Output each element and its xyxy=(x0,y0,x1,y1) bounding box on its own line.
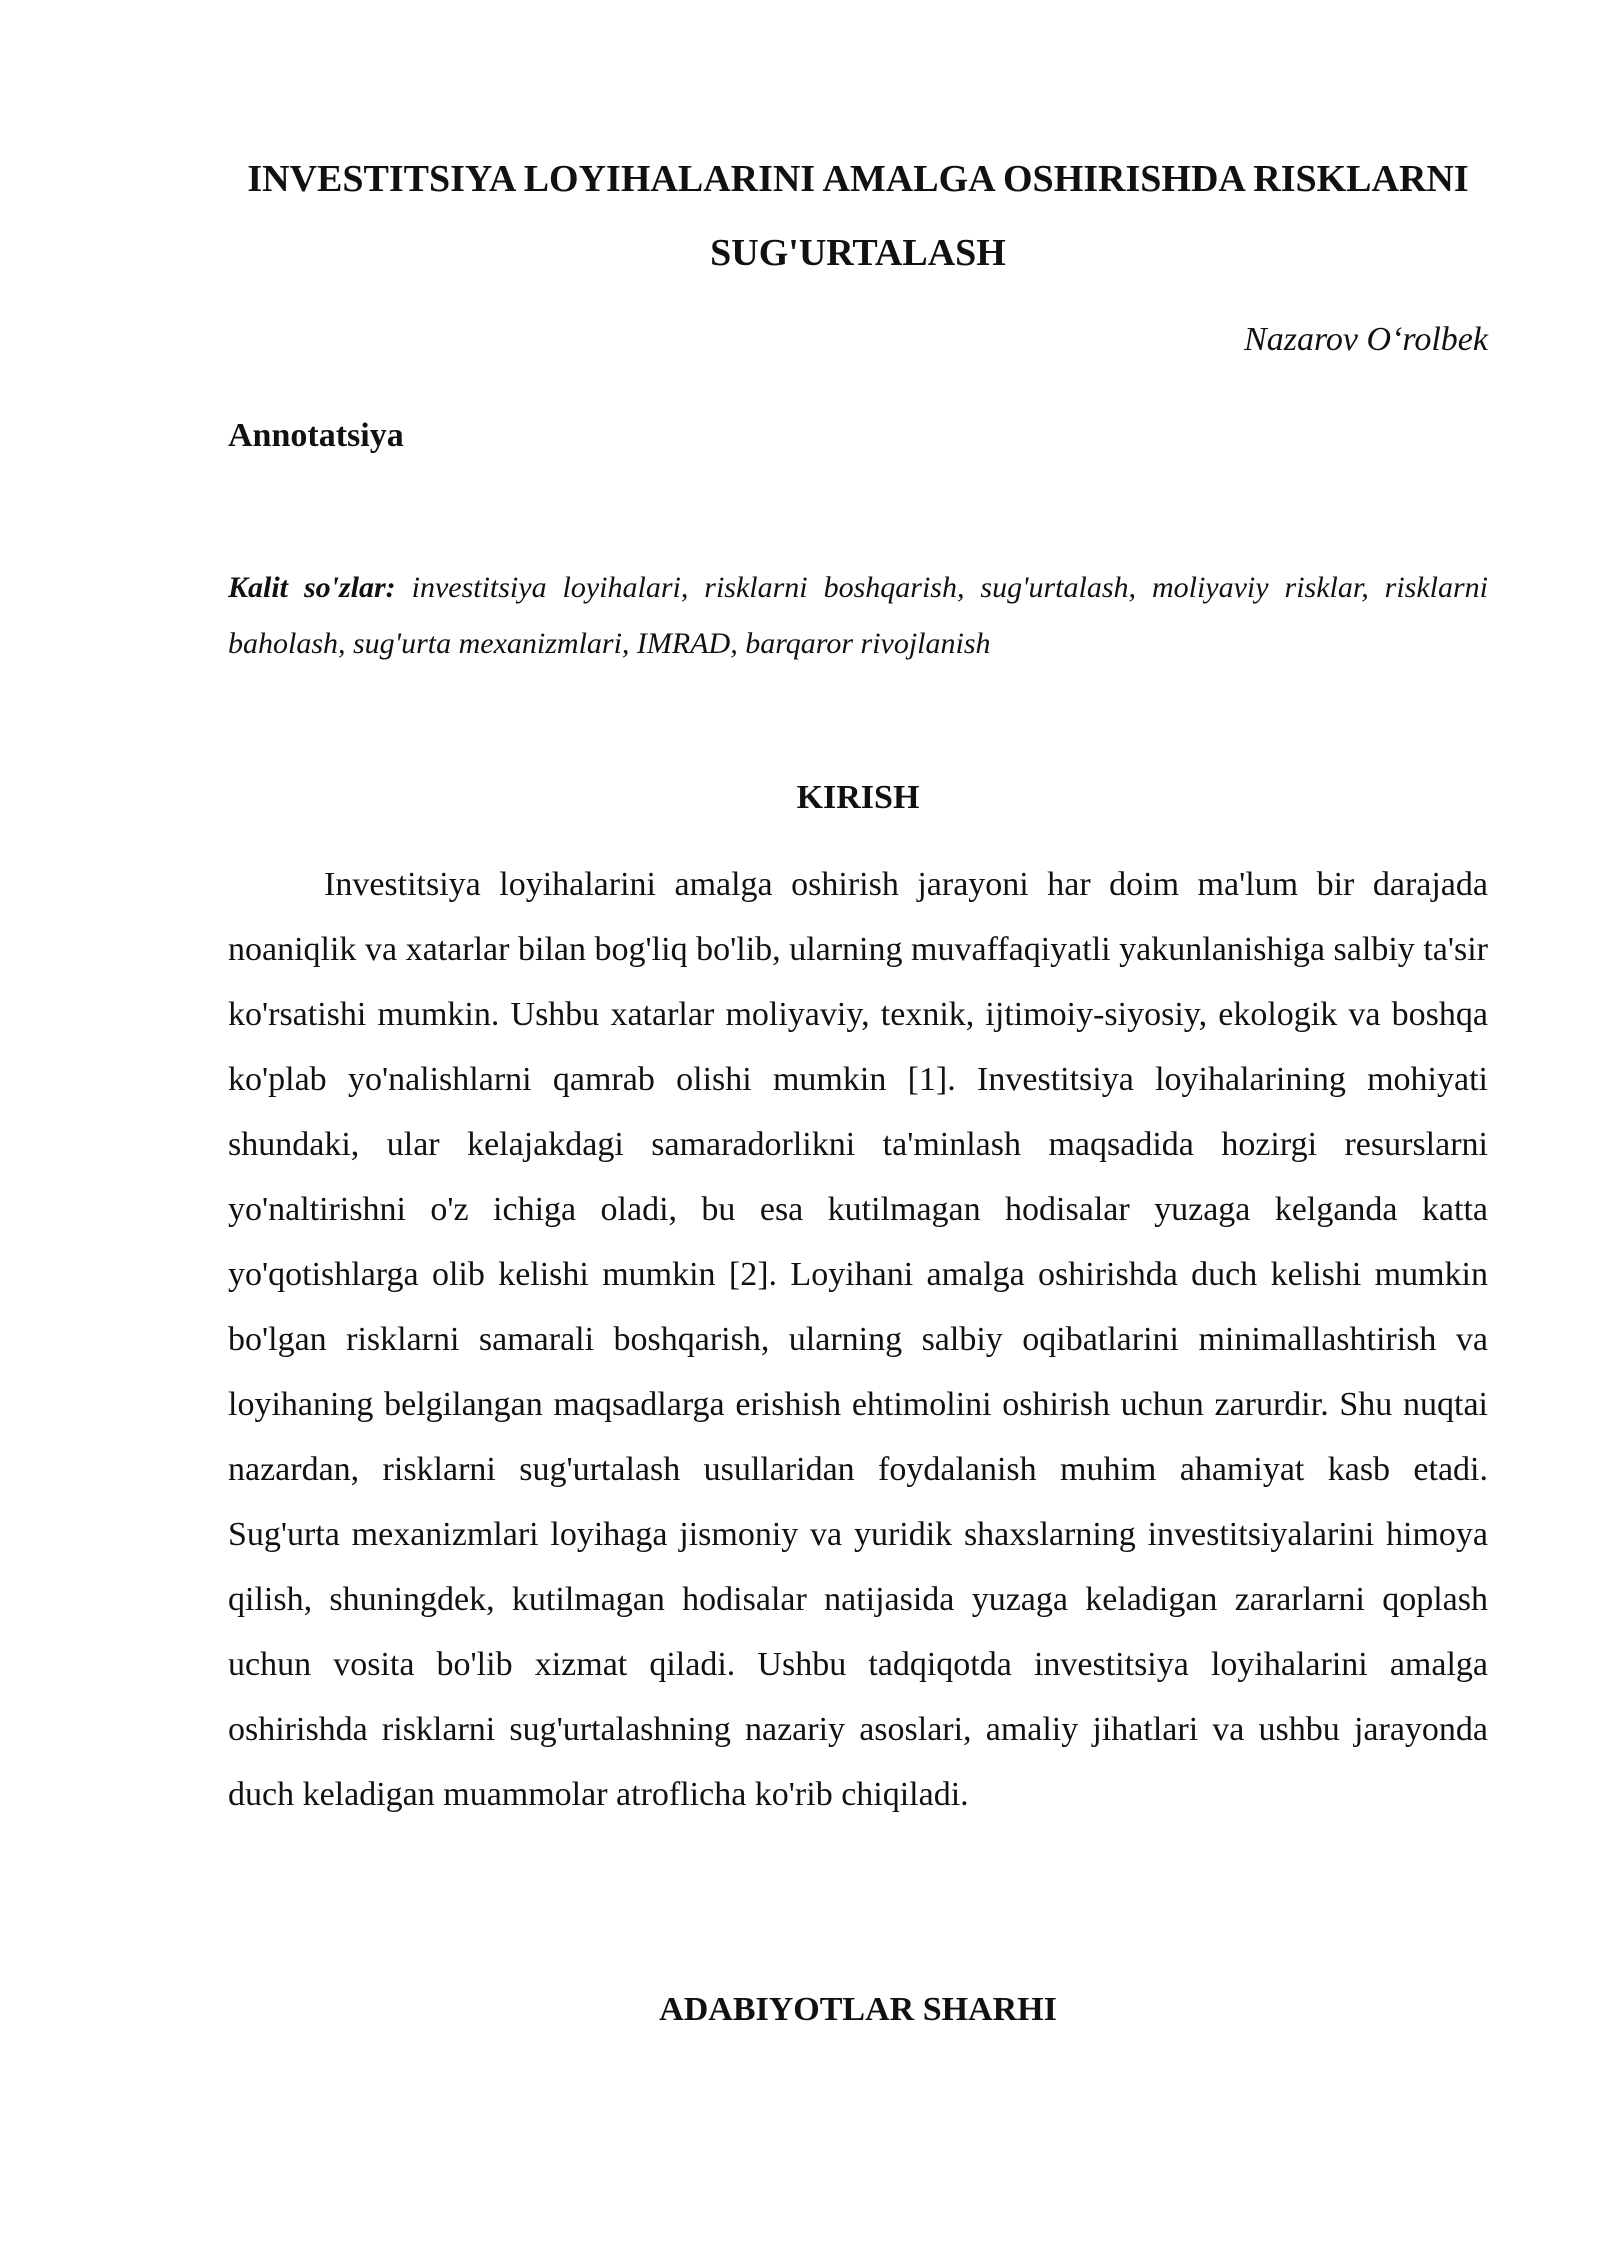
keywords-paragraph xyxy=(228,560,1488,672)
annotation-heading: Annotatsiya xyxy=(228,417,404,454)
literature-review-heading: ADABIYOTLAR SHARHI xyxy=(659,1991,1057,2028)
introduction-paragraph: Investitsiya loyihalarini amalga oshirish jarayoni har doim ma'lum bir darajada noaniqlik va xatarlar bilan bog'liq bo'lib, ularning muvaffaqiyatli yakunlanishiga salbiy ta'sir ko'rsatishi mumkin. Ushbu xatarlar moliyaviy, texnik, ijtimoiy-siyosiy, ekologik va boshqa ko'plab yo'nalishlarni qamrab olishi mumkin [1]. Investitsiya loyihalarining mohiyati shundaki, ular kelajakdagi samaradorlikni ta'minlash maqsadida hozirgi resurslarni yo'naltirishni o'z ichiga oladi, bu esa kutilmagan hodisalar yuzaga kelganda katta yo'qotishlarga olib kelishi mumkin [2]. Loyihani amalga oshirishda duch kelishi mumkin bo'lgan risklarni samarali boshqarish, ularning salbiy oqibatlarini minimallashtirish va loyihaning belgilangan maqsadlarga erishish ehtimolini oshirish uchun zarurdir. Shu nuqtai nazardan, risklarni sug'urtalash usullaridan foydalanish muhim ahamiyat kasb etadi. Sug'urta mexanizmlari loyihaga jismoniy va yuridik shaxslarning investitsiyalarini himoya qilish, shuningdek, kutilmagan hodisalar natijasida yuzaga keladigan zararlarni qoplash uchun vosita bo'lib xizmat qiladi. Ushbu tadqiqotda investitsiya loyihalarini amalga oshirishda risklarni sug'urtalashning nazariy asoslari, amaliy jihatlari va ushbu jarayonda duch keladigan muammolar atroflicha ko'rib chiqiladi. xyxy=(228,866,1488,1813)
document-title: INVESTITSIYA LOYIHALARINI AMALGA OSHIRISHDA RISKLARNI SUG'URTALASH xyxy=(247,158,1469,274)
keywords-text: investitsiya loyihalari, risklarni boshqarish, sug'urtalash, moliyaviy risklar, risklarni baholash, sug'urta mexanizmlari, IMRAD, barqaror rivojlanish xyxy=(228,571,1489,660)
keywords-label: Kalit so'zlar: xyxy=(228,571,396,604)
author-name: Nazarov O‘rolbek xyxy=(1244,321,1488,358)
introduction-heading: KIRISH xyxy=(796,779,920,816)
